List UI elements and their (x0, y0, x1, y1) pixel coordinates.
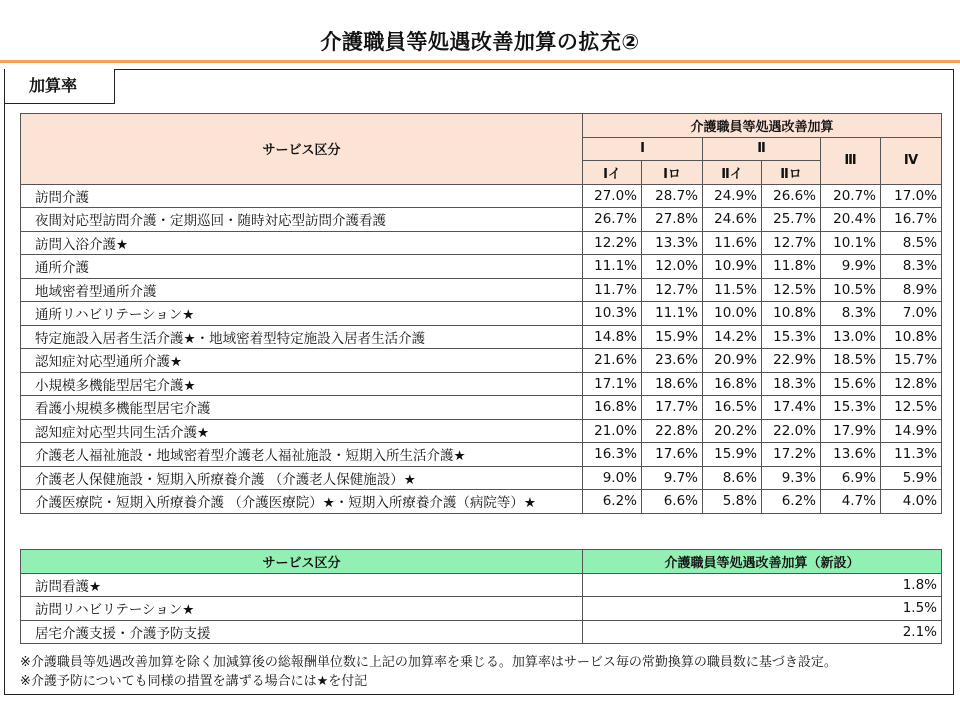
rate-cell: 13.0% (821, 325, 881, 349)
rate-cell: 15.9% (703, 443, 762, 467)
rate-cell: 27.8% (642, 208, 703, 232)
footnote-1: ※介護職員等処遇改善加算を除く加減算後の総報酬単位数に上記の加算率を乗じる。加算率はサービス毎の常勤換算の職員数に基づき設定。 (20, 655, 837, 670)
rate-cell: 23.6% (642, 349, 703, 373)
new-rate-table-body (21, 573, 942, 644)
table-row (21, 573, 942, 597)
rate-cell: 12.2% (583, 231, 642, 255)
rate-cell: 15.3% (821, 396, 881, 420)
rate-cell: 6.9% (821, 466, 881, 490)
rate-cell: 10.9% (703, 255, 762, 279)
footnote-2: ※介護予防についても同様の措置を講ずる場合には★を付記 (20, 674, 368, 689)
service-name: 小規模多機能型居宅介護★ (21, 372, 583, 396)
rate-cell: 25.7% (762, 208, 821, 232)
service-name: 夜間対応型訪問介護・定期巡回・随時対応型訪問介護看護 (21, 208, 583, 232)
rate-cell: 21.6% (583, 349, 642, 373)
table-row (21, 208, 942, 232)
header-level-1b: Ⅰロ (642, 161, 703, 185)
table-row (21, 231, 942, 255)
table-row (21, 466, 942, 490)
rate-cell: 11.5% (703, 278, 762, 302)
table-row (21, 255, 942, 279)
rate-cell: 4.0% (881, 490, 942, 514)
rate-cell: 7.0% (881, 302, 942, 326)
rate-cell: 22.0% (762, 419, 821, 443)
rate-cell: 16.8% (583, 396, 642, 420)
rate-cell: 10.1% (821, 231, 881, 255)
rate-cell: 18.5% (821, 349, 881, 373)
header-level-2a: Ⅱイ (703, 161, 762, 185)
table-row (21, 490, 942, 514)
rates-table (20, 113, 942, 514)
rate-cell: 12.0% (642, 255, 703, 279)
table-row (21, 372, 942, 396)
rate-cell: 18.3% (762, 372, 821, 396)
rate-cell: 11.1% (642, 302, 703, 326)
rate-cell: 1.5% (583, 597, 942, 621)
rate-cell: 10.3% (583, 302, 642, 326)
service-name: 通所リハビリテーション★ (21, 302, 583, 326)
rate-cell: 20.4% (821, 208, 881, 232)
rate-cell: 12.7% (642, 278, 703, 302)
rate-cell: 14.9% (881, 419, 942, 443)
rate-cell: 10.8% (881, 325, 942, 349)
rate-cell: 9.3% (762, 466, 821, 490)
rate-cell: 16.7% (881, 208, 942, 232)
rate-cell: 5.8% (703, 490, 762, 514)
service-name: 介護老人福祉施設・地域密着型介護老人福祉施設・短期入所生活介護★ (21, 443, 583, 467)
table-row (21, 302, 942, 326)
service-name: 認知症対応型共同生活介護★ (21, 419, 583, 443)
rate-cell: 6.2% (762, 490, 821, 514)
rate-cell: 9.7% (642, 466, 703, 490)
table-row (21, 325, 942, 349)
service-name: 居宅介護支援・介護予防支援 (21, 620, 583, 644)
service-name: 認知症対応型通所介護★ (21, 349, 583, 373)
rate-cell: 17.9% (821, 419, 881, 443)
service-name: 通所介護 (21, 255, 583, 279)
rate-cell: 11.1% (583, 255, 642, 279)
rate-cell: 26.7% (583, 208, 642, 232)
rate-cell: 15.6% (821, 372, 881, 396)
rate-cell: 11.3% (881, 443, 942, 467)
rate-cell: 6.6% (642, 490, 703, 514)
rates-table-body (21, 184, 942, 513)
service-name: 訪問入浴介護★ (21, 231, 583, 255)
rate-cell: 24.9% (703, 184, 762, 208)
new-rate-table (20, 549, 942, 644)
rate-cell: 26.6% (762, 184, 821, 208)
rate-cell: 17.4% (762, 396, 821, 420)
table-row (21, 396, 942, 420)
rate-cell: 8.3% (881, 255, 942, 279)
rate-cell: 8.3% (821, 302, 881, 326)
rate-cell: 28.7% (642, 184, 703, 208)
rate-cell: 10.0% (703, 302, 762, 326)
rate-cell: 2.1% (583, 620, 942, 644)
table-row (21, 419, 942, 443)
rate-cell: 12.5% (762, 278, 821, 302)
table-row (21, 349, 942, 373)
rate-cell: 9.0% (583, 466, 642, 490)
rate-cell: 12.8% (881, 372, 942, 396)
new-header-rate: 介護職員等処遇改善加算（新設） (583, 550, 942, 574)
rate-cell: 24.6% (703, 208, 762, 232)
new-header-service: サービス区分 (21, 550, 583, 574)
table-row (21, 620, 942, 644)
rate-cell: 8.5% (881, 231, 942, 255)
service-name: 訪問リハビリテーション★ (21, 597, 583, 621)
rate-cell: 17.1% (583, 372, 642, 396)
service-name: 介護医療院・短期入所療養介護 （介護医療院）★・短期入所療養介護（病院等）★ (21, 490, 583, 514)
rate-cell: 17.2% (762, 443, 821, 467)
rate-cell: 11.8% (762, 255, 821, 279)
header-level-4: Ⅳ (881, 137, 942, 184)
service-name: 地域密着型通所介護 (21, 278, 583, 302)
rate-cell: 20.7% (821, 184, 881, 208)
rate-cell: 1.8% (583, 573, 942, 597)
rate-cell: 11.6% (703, 231, 762, 255)
rate-cell: 11.7% (583, 278, 642, 302)
header-level-1: Ⅰ (583, 137, 703, 161)
title-underline (0, 60, 960, 63)
table-row (21, 597, 942, 621)
rate-cell: 15.9% (642, 325, 703, 349)
rate-cell: 6.2% (583, 490, 642, 514)
rate-cell: 18.6% (642, 372, 703, 396)
service-name: 看護小規模多機能型居宅介護 (21, 396, 583, 420)
rate-cell: 10.8% (762, 302, 821, 326)
rate-cell: 12.5% (881, 396, 942, 420)
rate-cell: 12.7% (762, 231, 821, 255)
rate-cell: 8.6% (703, 466, 762, 490)
rate-cell: 21.0% (583, 419, 642, 443)
service-name: 特定施設入居者生活介護★・地域密着型特定施設入居者生活介護 (21, 325, 583, 349)
header-level-2b: Ⅱロ (762, 161, 821, 185)
section-tag: 加算率 (4, 69, 115, 104)
service-name: 訪問介護 (21, 184, 583, 208)
header-group: 介護職員等処遇改善加算 (583, 114, 942, 138)
rate-cell: 8.9% (881, 278, 942, 302)
rate-cell: 15.3% (762, 325, 821, 349)
footnotes (20, 653, 837, 691)
rate-cell: 13.6% (821, 443, 881, 467)
table-row (21, 278, 942, 302)
service-name: 介護老人保健施設・短期入所療養介護 （介護老人保健施設）★ (21, 466, 583, 490)
rate-cell: 5.9% (881, 466, 942, 490)
rate-cell: 17.6% (642, 443, 703, 467)
table-row (21, 443, 942, 467)
rate-cell: 22.8% (642, 419, 703, 443)
rate-cell: 14.8% (583, 325, 642, 349)
table-row (21, 184, 942, 208)
rate-cell: 9.9% (821, 255, 881, 279)
header-level-2: Ⅱ (703, 137, 821, 161)
rate-cell: 16.3% (583, 443, 642, 467)
rate-cell: 16.8% (703, 372, 762, 396)
rate-cell: 15.7% (881, 349, 942, 373)
rate-cell: 4.7% (821, 490, 881, 514)
rate-cell: 27.0% (583, 184, 642, 208)
rate-cell: 20.2% (703, 419, 762, 443)
page-title: 介護職員等処遇改善加算の拡充② (320, 30, 640, 54)
header-level-1a: Ⅰイ (583, 161, 642, 185)
header-service: サービス区分 (21, 114, 583, 185)
rate-cell: 13.3% (642, 231, 703, 255)
rate-cell: 16.5% (703, 396, 762, 420)
rate-cell: 17.7% (642, 396, 703, 420)
rate-cell: 14.2% (703, 325, 762, 349)
rate-cell: 20.9% (703, 349, 762, 373)
service-name: 訪問看護★ (21, 573, 583, 597)
header-level-3: Ⅲ (821, 137, 881, 184)
rate-cell: 22.9% (762, 349, 821, 373)
rate-cell: 10.5% (821, 278, 881, 302)
rate-cell: 17.0% (881, 184, 942, 208)
